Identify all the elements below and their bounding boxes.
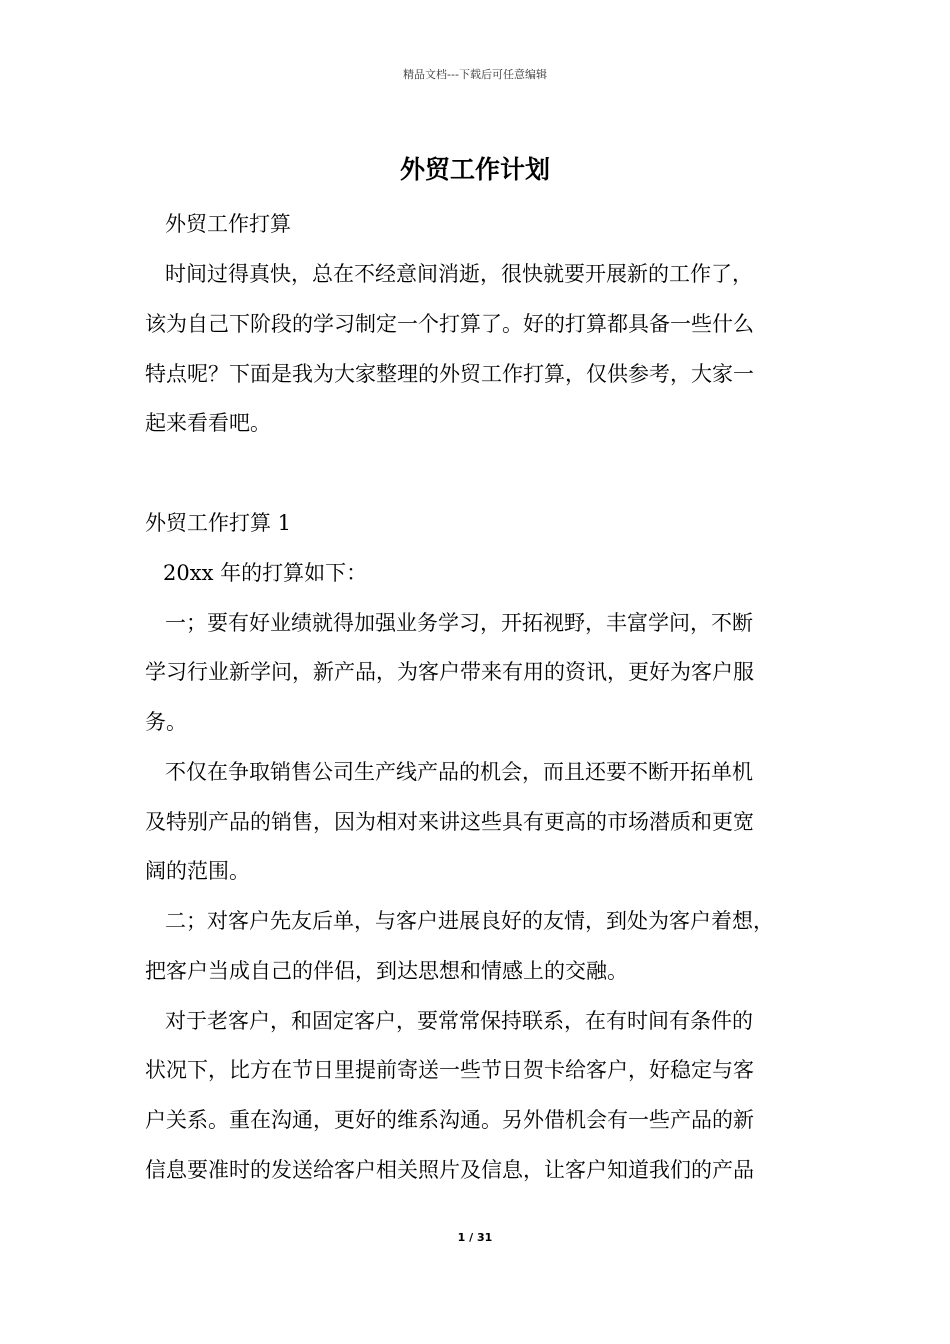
paragraph-line: 对于老客户，和固定客户，要常常保持联系，在有时间有条件的 — [165, 1009, 753, 1033]
paragraph-line: 二；对客户先友后单，与客户进展良好的友情，到处为客户着想， — [165, 909, 774, 933]
paragraph-line: 户关系。重在沟通，更好的维系沟通。另外借机会有一些产品的新 — [145, 1108, 754, 1132]
paragraph-line: 阔的范围。 — [145, 859, 250, 883]
paragraph-line: 把客户当成自己的伴侣，到达思想和情感上的交融。 — [145, 959, 628, 983]
paragraph-line: 信息要准时的发送给客户相关照片及信息，让客户知道我们的产品 — [145, 1158, 754, 1182]
paragraph-line: 及特别产品的销售，因为相对来讲这些具有更高的市场潜质和更宽 — [145, 810, 754, 834]
page-number: 1 / 31 — [457, 1231, 493, 1244]
paragraph-line: 特点呢？下面是我为大家整理的外贸工作打算，仅供参考，大家一 — [145, 362, 754, 386]
header-note: 精品文档---下载后可任意编辑 — [403, 68, 547, 81]
section-heading: 外贸工作打算 — [165, 212, 291, 236]
paragraph-line: 20xx 年的打算如下： — [163, 561, 368, 585]
paragraph-line: 起来看看吧。 — [145, 411, 271, 435]
paragraph-line: 学习行业新学问，新产品，为客户带来有用的资讯，更好为客户服 — [145, 660, 754, 684]
paragraph-line: 不仅在争取销售公司生产线产品的机会，而且还要不断开拓单机 — [165, 760, 753, 784]
document-title: 外贸工作计划 — [399, 155, 550, 184]
paragraph-line: 务。 — [145, 710, 187, 734]
paragraph-line: 时间过得真快，总在不经意间消逝，很快就要开展新的工作了， — [165, 262, 753, 286]
paragraph-line: 状况下，比方在节日里提前寄送一些节日贺卡给客户，好稳定与客 — [145, 1058, 754, 1082]
paragraph-line: 一；要有好业绩就得加强业务学习，开拓视野，丰富学问，不断 — [165, 611, 753, 635]
paragraph-line: 该为自己下阶段的学习制定一个打算了。好的打算都具备一些什么 — [145, 312, 754, 336]
section-heading: 外贸工作打算 1 — [145, 511, 292, 535]
